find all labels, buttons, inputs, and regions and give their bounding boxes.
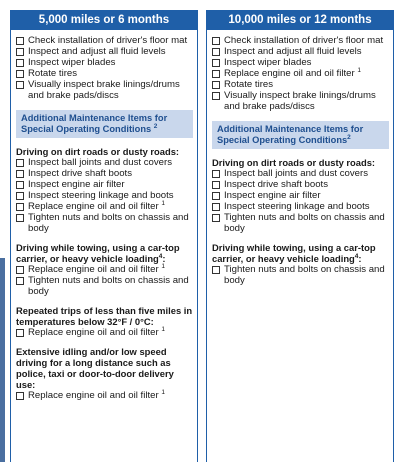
checkbox[interactable]	[16, 214, 24, 222]
section-title: Repeated trips of less than five miles in temperatures below 32°F / 0°C:	[16, 305, 193, 327]
checkbox[interactable]	[212, 37, 220, 45]
column-header: 10,000 miles or 12 months	[207, 11, 393, 30]
condition-section	[16, 346, 193, 401]
column-header: 5,000 miles or 6 months	[11, 11, 197, 30]
checkbox[interactable]	[212, 170, 220, 178]
additional-maintenance-heading: Additional Maintenance Items for Special Operating Conditions $^2$	[16, 110, 193, 138]
checklist-item[interactable]	[16, 46, 193, 57]
section-title: Driving on dirt roads or dusty roads:	[16, 146, 180, 157]
checklist-item[interactable]: Replace engine oil and oil filter $^1$	[212, 68, 389, 79]
checkbox[interactable]	[16, 192, 24, 200]
checkbox[interactable]	[16, 159, 24, 167]
checklist-item[interactable]: Tighten nuts and bolts on chassis and body	[212, 264, 389, 286]
item-label: Inspect wiper blades	[28, 57, 116, 68]
checklist-item[interactable]: Tighten nuts and bolts on chassis and body	[16, 212, 193, 234]
condition-section	[212, 157, 389, 234]
checkbox[interactable]	[212, 181, 220, 189]
condition-section	[16, 146, 193, 234]
checkbox[interactable]	[212, 192, 220, 200]
schedule-5000-column	[10, 10, 198, 462]
checklist-item[interactable]: Replace engine oil and oil filter $^1$	[16, 390, 193, 401]
checkbox[interactable]	[16, 392, 24, 400]
checklist-item[interactable]	[16, 68, 193, 79]
checkbox[interactable]	[16, 266, 24, 274]
checklist-item[interactable]: Inspect engine air filter	[212, 190, 389, 201]
checklist-item[interactable]	[16, 35, 193, 46]
checkbox[interactable]	[16, 81, 24, 89]
item-label: Check installation of driver's floor mat	[28, 35, 188, 46]
checklist-item[interactable]	[16, 57, 193, 68]
checklist-item[interactable]: Inspect engine air filter	[16, 179, 193, 190]
checkbox[interactable]	[16, 37, 24, 45]
checkbox[interactable]	[16, 48, 24, 56]
checklist	[212, 35, 389, 112]
checkbox[interactable]	[16, 329, 24, 337]
checklist-item[interactable]: Inspect and adjust all fluid levels	[212, 46, 389, 57]
checklist-item[interactable]: Tighten nuts and bolts on chassis and body	[212, 212, 389, 234]
checklist-item[interactable]: Rotate tires	[212, 79, 389, 90]
checklist-item[interactable]: Replace engine oil and oil filter $^1$	[16, 201, 193, 212]
checkbox[interactable]	[212, 92, 220, 100]
checklist-item[interactable]: Check installation of driver's floor mat	[212, 35, 389, 46]
checklist-item[interactable]: Replace engine oil and oil filter $^1$	[16, 264, 193, 275]
checklist-item[interactable]: Tighten nuts and bolts on chassis and body	[16, 275, 193, 297]
section-title: Driving while towing, using a car-top carrier, or heavy vehicle loading$^4$:	[16, 242, 180, 264]
item-label: Visually inspect brake linings/drums and brake pads/discs	[28, 79, 180, 101]
checkbox[interactable]	[212, 70, 220, 78]
checklist-item[interactable]: Inspect ball joints and dust covers	[16, 157, 193, 168]
checkbox[interactable]	[16, 203, 24, 211]
checklist-item[interactable]: Inspect steering linkage and boots	[16, 190, 193, 201]
checklist-item[interactable]: Inspect drive shaft boots	[212, 179, 389, 190]
checklist-item[interactable]	[16, 79, 193, 101]
checklist-item[interactable]: Visually inspect brake linings/drums and brake pads/discs	[212, 90, 389, 112]
condition-section	[212, 242, 389, 286]
checklist-item[interactable]: Inspect drive shaft boots	[16, 168, 193, 179]
section-title: Driving while towing, using a car-top carrier, or heavy vehicle loading$^4$:	[212, 242, 376, 264]
condition-section	[16, 305, 193, 338]
checklist	[16, 35, 193, 101]
checklist-item[interactable]: Replace engine oil and oil filter $^1$	[16, 327, 193, 338]
checklist-item[interactable]: Inspect steering linkage and boots	[212, 201, 389, 212]
checkbox[interactable]	[212, 59, 220, 67]
checkbox[interactable]	[212, 48, 220, 56]
checklist-item[interactable]: Inspect wiper blades	[212, 57, 389, 68]
section-title: Driving on dirt roads or dusty roads:	[212, 157, 376, 168]
checkbox[interactable]	[212, 266, 220, 274]
checkbox[interactable]	[212, 214, 220, 222]
section-title: Extensive idling and/or low speed driving for a long distance such as police, taxi or door-to-door delivery use:	[16, 346, 174, 390]
checkbox[interactable]	[212, 81, 220, 89]
additional-maintenance-heading: Additional Maintenance Items for Special Operating Conditions$^2$	[212, 121, 389, 149]
item-label: Rotate tires	[28, 68, 78, 79]
checkbox[interactable]	[16, 59, 24, 67]
condition-section	[16, 242, 193, 297]
checkbox[interactable]	[212, 203, 220, 211]
checkbox[interactable]	[16, 170, 24, 178]
checklist-item[interactable]: Inspect ball joints and dust covers	[212, 168, 389, 179]
item-label: Inspect and adjust all fluid levels	[28, 46, 166, 57]
left-margin-bar	[0, 258, 5, 462]
checkbox[interactable]	[16, 277, 24, 285]
checkbox[interactable]	[16, 181, 24, 189]
checkbox[interactable]	[16, 70, 24, 78]
schedule-10000-column	[206, 10, 394, 462]
